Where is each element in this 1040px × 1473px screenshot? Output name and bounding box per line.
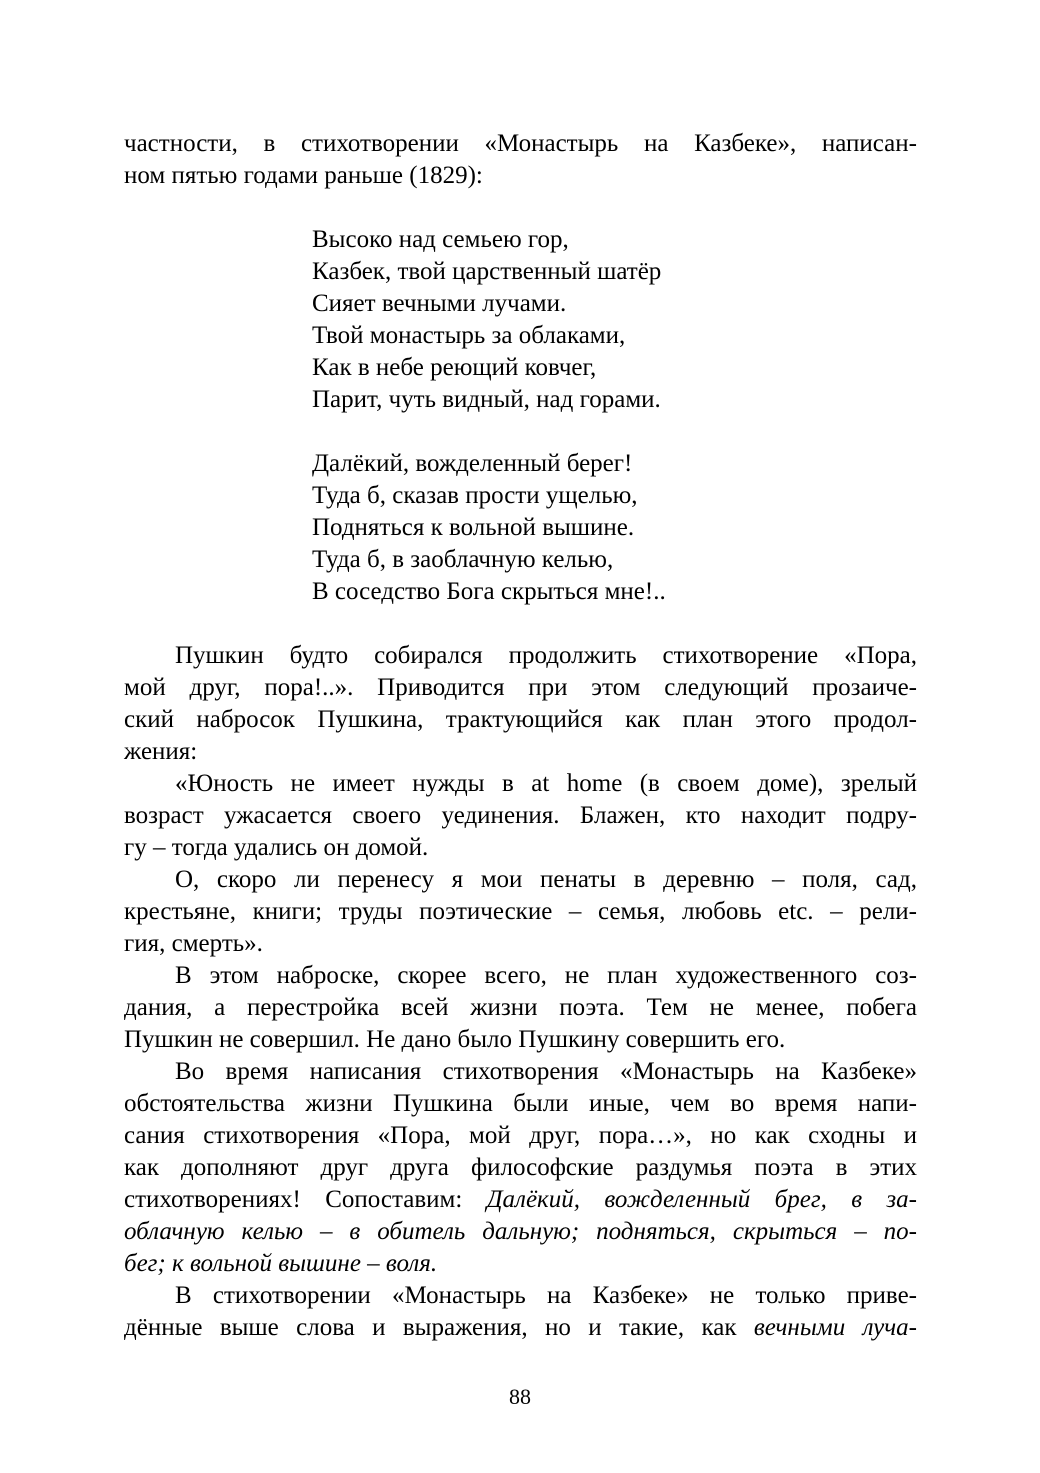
text-line: сания стихотворения «Пора, мой друг, пора…», но как сходны и: [124, 1122, 917, 1149]
text-line: гия, смерть».: [124, 930, 263, 957]
text-line: мой друг, пора!..». Приводится при этом следующий прозаиче-: [124, 674, 917, 701]
text-line: дания, а перестройка всей жизни поэта. Тем не менее, побега: [124, 994, 917, 1021]
text-line: обстоятельства жизни Пушкина были иные, чем во время напи-: [124, 1090, 917, 1117]
text-line: гу – тогда удались он домой.: [124, 834, 429, 861]
text-line: [124, 1312, 917, 1344]
poem-line: Твой монастырь за облаками,: [312, 322, 626, 349]
poem-line: Далёкий, вожделенный берег!: [312, 450, 633, 477]
text-line: как дополняют друг друга философские раздумья поэта в этих: [124, 1154, 917, 1181]
poem-line: Туда б, сказав прости ущелью,: [312, 482, 638, 509]
body-text: [124, 640, 917, 1344]
poem-line: Парит, чуть видный, над горами.: [312, 386, 661, 413]
text-line: О, скоро ли перенесу я мои пенаты в деревню – поля, сад,: [175, 866, 917, 893]
poem-line: В соседство Бога скрыться мне!..: [312, 578, 666, 605]
text-line: «Юность не имеет нужды в at home (в своем доме), зрелый: [175, 770, 917, 797]
poem-line: Сияет вечными лучами.: [312, 290, 567, 317]
text-line: частности, в стихотворении «Монастырь на Казбеке», написан-: [124, 130, 917, 157]
italic-quote: бег; к вольной вышине – воля.: [124, 1250, 438, 1277]
text-line: [124, 1248, 917, 1280]
text-line: [124, 1216, 917, 1248]
text-line: В стихотворении «Монастырь на Казбеке» не только приве-: [175, 1282, 917, 1309]
italic-quote: вечными луча-: [753, 1314, 917, 1341]
poem-line: Как в небе реющий ковчег,: [312, 354, 597, 381]
text-line: Пушкин не совершил. Не дано было Пушкину совершить его.: [124, 1026, 786, 1053]
poem-line: Казбек, твой царственный шатёр: [312, 258, 662, 285]
text-line: ский набросок Пушкина, трактующийся как план этого продол-: [124, 706, 917, 733]
text-line: Во время написания стихотворения «Монастырь на Казбеке»: [175, 1058, 917, 1085]
text-line: ном пятью годами раньше (1829):: [124, 162, 483, 189]
poem-stanza-2: [312, 448, 666, 608]
text-segment: стихотворениях! Сопоставим:: [124, 1186, 487, 1213]
italic-quote: облачную келью – в обитель дальную; подняться, скрыться – по-: [124, 1218, 917, 1245]
intro-paragraph: [124, 128, 917, 192]
text-line: жения:: [124, 738, 198, 765]
text-line: крестьяне, книги; труды поэтические – семья, любовь etc. – рели-: [124, 898, 917, 925]
page-number: 88: [509, 1384, 531, 1409]
poem-line: Туда б, в заоблачную келью,: [312, 546, 614, 573]
text-line: Пушкин будто собирался продолжить стихотворение «Пора,: [175, 642, 917, 669]
italic-quote: Далёкий, вожделенный брег, в за-: [486, 1186, 917, 1213]
poem-stanza-1: [312, 224, 661, 416]
text-line: возраст ужасается своего уединения. Блажен, кто находит подру-: [124, 802, 917, 829]
text-line: В этом наброске, скорее всего, не план художественного соз-: [175, 962, 917, 989]
poem-line: Высоко над семьею гор,: [312, 226, 569, 253]
text-segment: дённые выше слова и выражения, но и такие, как: [124, 1314, 754, 1341]
poem-line: Подняться к вольной вышине.: [312, 514, 635, 541]
text-line: [124, 1184, 917, 1216]
